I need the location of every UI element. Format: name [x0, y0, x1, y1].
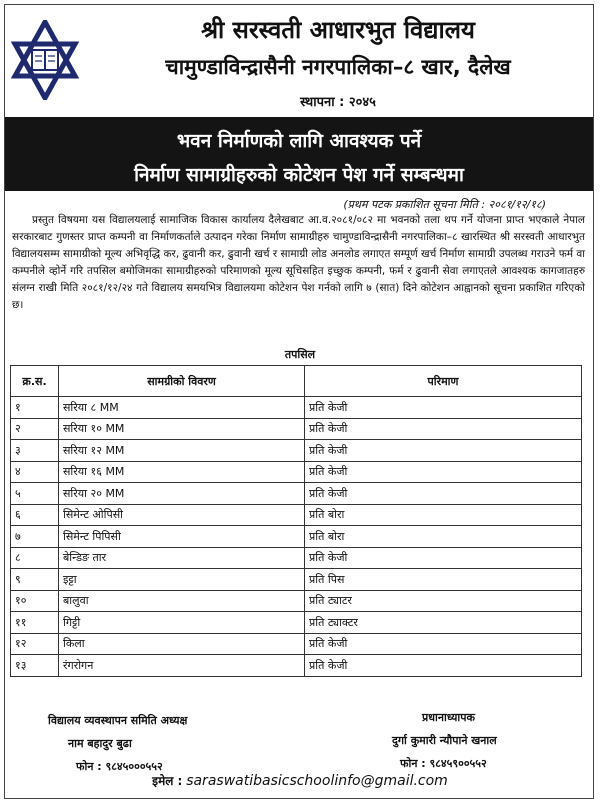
row-material: बेन्डिङ तार	[59, 547, 305, 569]
table-row	[11, 633, 582, 655]
row-quantity: प्रति केजी	[305, 633, 582, 655]
schedule-title: तपसिल	[284, 348, 316, 361]
row-material: सरिया १६ MM	[59, 461, 305, 483]
table-header-row	[11, 366, 582, 397]
row-serial: ४	[11, 461, 59, 483]
row-quantity: प्रति केजी	[305, 483, 582, 505]
table-row	[11, 440, 582, 462]
row-quantity: प्रति केजी	[305, 440, 582, 462]
row-quantity: प्रति ट्याक्टर	[305, 612, 582, 634]
school-address: चामुण्डाविन्द्रासैनी नगरपालिका–८ खार, दैलेख	[165, 55, 511, 79]
row-serial: १	[11, 397, 59, 419]
row-serial: १०	[11, 590, 59, 612]
table-row	[11, 418, 582, 440]
row-serial: ५	[11, 483, 59, 505]
row-material: इट्टा	[59, 569, 305, 591]
headteacher-signature	[392, 710, 497, 779]
table-row	[11, 569, 582, 591]
row-material: सरिया १२ MM	[59, 440, 305, 462]
table-row	[11, 547, 582, 569]
table-row	[11, 461, 582, 483]
publish-date: (प्रथम पटक प्रकाशित सूचना मिति : २०८१/१२/१८)	[343, 198, 546, 211]
notice-title-line2: निर्माण सामाग्रीहरुको कोटेशन पेश गर्ने सम्बन्धमा	[134, 164, 464, 186]
headteacher-phone: फोन : ९८४५९००५५२	[400, 757, 487, 770]
row-serial: १२	[11, 633, 59, 655]
row-quantity: प्रति केजी	[305, 655, 582, 677]
email-line	[0, 772, 600, 789]
row-serial: ७	[11, 526, 59, 548]
row-material: सरिया १० MM	[59, 418, 305, 440]
row-material: गिट्टी	[59, 612, 305, 634]
table-row	[11, 397, 582, 419]
row-serial: ३	[11, 440, 59, 462]
row-material: किला	[59, 633, 305, 655]
notice-body: प्रस्तुत विषयमा यस विद्यालयलाई सामाजिक विकास कार्यालय दैलेखबाट आ.व.२०८१/०८२ मा भवनको तला थप गर्ने योजना प्राप्त भएकाले नेपाल सरकारबाट गुणस्तर प्राप्त कम्पनी वा निर्माणकर्ताले उत्पादन गरेका निर्माण सामाग्रीहरु चामुण्डाविन्द्रासैनी नगरपालिका–८ खारस्थित श्री सरस्वती आधारभुत विद्यालयसम्म सामाग्रीको मूल्य अभिवृद्धि कर, ढुवानी कर, ढुवानी खर्च र सामाग्री लोड अनलोड लगाएत सम्पूर्ण खर्च निर्माण सामाग्री उपलब्ध गराउने फर्म वा कम्पनीले व्होर्ने गरि तपसिल बमोजिमका सामाग्रीहरुको परिमाणको मूल्य सूचिसहित इच्छुक कम्पनी, फर्म र ढुवानी सेवा लगाएतले आवश्यक कागजातहरु संलग्न राखी मिति २०८१/१२/२४ गते विद्यालय समयभित्र विद्यालयमा कोटेशन पेश गर्नको लागि ७ (सात) दिने कोटेशन आह्वानको सूचना प्रकाशित गरिएको छ।	[12, 214, 585, 311]
table-row	[11, 526, 582, 548]
notice-title-banner	[5, 117, 593, 191]
row-material: बालुवा	[59, 590, 305, 612]
row-serial: २	[11, 418, 59, 440]
col-serial: क्र.स.	[11, 366, 59, 397]
row-material: सरिया २० MM	[59, 483, 305, 505]
row-quantity: प्रति केजी	[305, 418, 582, 440]
col-quantity: परिमाण	[305, 366, 582, 397]
row-quantity: प्रति बोरा	[305, 526, 582, 548]
table-row	[11, 483, 582, 505]
row-serial: १३	[11, 655, 59, 677]
row-material: सिमेन्ट पिपिसी	[59, 526, 305, 548]
col-material: सामग्रीको विवरण	[59, 366, 305, 397]
materials-table	[10, 365, 582, 677]
row-material: सरिया ८ MM	[59, 397, 305, 419]
chairperson-phone: फोन : ९८४५०००५५२	[76, 760, 163, 773]
table-row	[11, 590, 582, 612]
row-serial: ११	[11, 612, 59, 634]
established-year: स्थापना : २०४५	[300, 95, 376, 110]
row-quantity: प्रति केजी	[305, 397, 582, 419]
school-name: श्री सरस्वती आधारभुत विद्यालय	[201, 16, 475, 44]
table-row	[11, 655, 582, 677]
email-label: इमेल :	[152, 774, 183, 788]
row-material: रंगरोगन	[59, 655, 305, 677]
row-quantity: प्रति केजी	[305, 461, 582, 483]
row-serial: ६	[11, 504, 59, 526]
email-address[interactable]: saraswatibasicschoolinfo@gmail.com	[186, 773, 448, 789]
table-row	[11, 504, 582, 526]
row-quantity: प्रति पिस	[305, 569, 582, 591]
headteacher-title: प्रधानाध्यापक	[422, 711, 475, 724]
row-quantity: प्रति बोरा	[305, 504, 582, 526]
row-material: सिमेन्ट ओपिसी	[59, 504, 305, 526]
row-quantity: प्रति ट्याटर	[305, 590, 582, 612]
chairperson-name: नाम बहादुर बुढा	[68, 737, 132, 750]
headteacher-name: दुर्गा कुमारी न्यौपाने खनाल	[392, 734, 497, 747]
chairperson-title: विद्यालय व्यवस्थापन समिति अध्यक्ष	[48, 714, 188, 727]
school-logo-star-icon	[10, 20, 80, 100]
row-serial: ८	[11, 547, 59, 569]
row-serial: ९	[11, 569, 59, 591]
row-quantity: प्रति केजी	[305, 547, 582, 569]
notice-title-line1: भवन निर्माणको लागि आवश्यक पर्ने	[176, 130, 422, 152]
table-row	[11, 612, 582, 634]
